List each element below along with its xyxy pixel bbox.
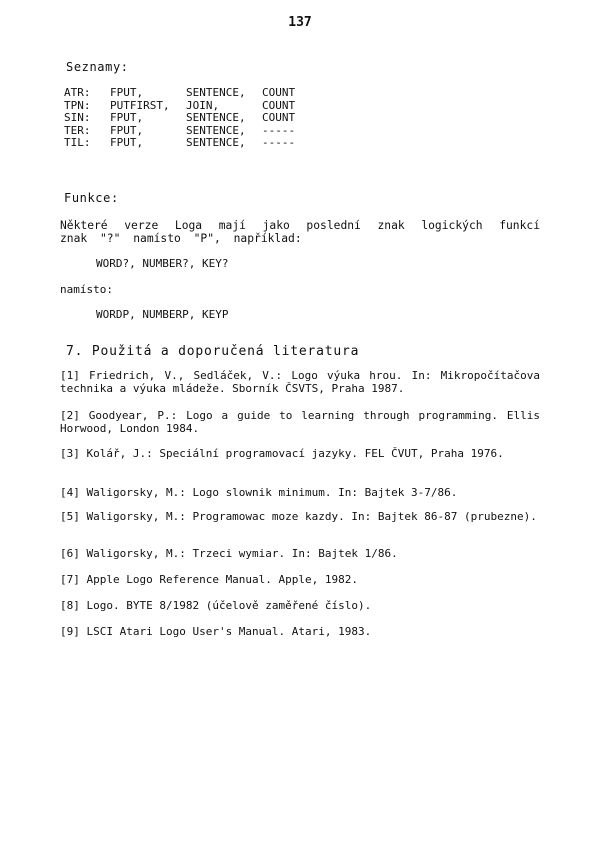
functions-paragraph: Některé verze Loga mají jako poslední znak logických funkcí znak "?" namísto "P", například: <box>60 219 540 245</box>
section-heading: 7. Použitá a doporučená literatura <box>66 344 360 359</box>
table-cell: TIL: <box>64 136 91 150</box>
table-cell: ATR: <box>64 86 91 99</box>
table-cell: COUNT <box>262 98 296 112</box>
table-cell: COUNT <box>262 86 296 99</box>
reference-5: [5] Waligorsky, M.: Programowac moze kazdy. In: Bajtek 86-87 (prubezne). <box>60 510 537 523</box>
table-cell: PUTFIRST, <box>110 98 170 112</box>
instead-label: namísto: <box>60 283 113 296</box>
reference-1: [1] Friedrich, V., Sedláček, V.: Logo výuka hrou. In: Mikropočítačova technika a výuka mládeže. Sborník ČSVTS, Praha 1987. <box>60 369 540 395</box>
lists-heading: Seznamy: <box>66 60 129 74</box>
table-cell: COUNT <box>262 111 296 125</box>
table-cell: FPUT, <box>110 86 144 99</box>
table-cell: FPUT, <box>110 123 144 137</box>
example-p-functions: WORDP, NUMBERP, KEYP <box>96 308 229 321</box>
table-cell: TER: <box>64 123 91 137</box>
reference-8: [8] Logo. BYTE 8/1982 (účelově zaměřené číslo). <box>60 599 372 612</box>
reference-6: [6] Waligorsky, M.: Trzeci wymiar. In: Bajtek 1/86. <box>60 547 398 560</box>
reference-2: [2] Goodyear, P.: Logo a guide to learning through programming. Ellis Horwood, London 1984. <box>60 409 540 435</box>
reference-4: [4] Waligorsky, M.: Logo slownik minimum. In: Bajtek 3-7/86. <box>60 486 458 499</box>
table-cell: ----- <box>262 136 296 150</box>
reference-7: [7] Apple Logo Reference Manual. Apple, 1982. <box>60 573 359 586</box>
table-cell: SIN: <box>64 111 91 125</box>
table-cell: SENTENCE, <box>186 136 246 150</box>
reference-3: [3] Kolář, J.: Speciální programovací jazyky. FEL ČVUT, Praha 1976. <box>60 447 504 460</box>
table-cell: JOIN, <box>186 98 220 112</box>
table-cell: FPUT, <box>110 136 144 150</box>
reference-9: [9] LSCI Atari Logo User's Manual. Atari, 1983. <box>60 625 372 638</box>
example-question-functions: WORD?, NUMBER?, KEY? <box>96 257 229 270</box>
table-cell: SENTENCE, <box>186 123 246 137</box>
functions-heading: Funkce: <box>64 191 119 205</box>
table-cell: SENTENCE, <box>186 86 246 99</box>
table-cell: SENTENCE, <box>186 111 246 125</box>
table-cell: ----- <box>262 123 296 137</box>
page-number: 137 <box>288 15 312 30</box>
table-cell: FPUT, <box>110 111 144 125</box>
table-cell: TPN: <box>64 98 91 112</box>
